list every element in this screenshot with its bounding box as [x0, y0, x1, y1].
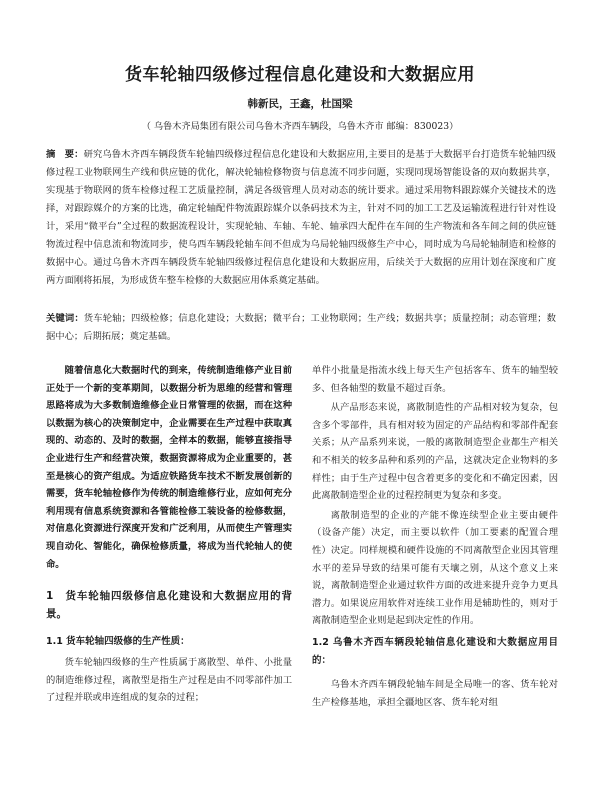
paper-title: 货车轮轴四级修过程信息化建设和大数据应用: [125, 65, 475, 85]
capacity-paragraph: 离散制造型的企业的产能不像连续型企业主要由硬件（设备产能）决定，而主要以软件（加工要素的配置合理性）决定。同样规模和硬件设施的不同离散型企业因其管理水平的差异导致的结果可能有天壤之别，从这个意义上来说，离散制造型企业通过软件方面的改进来提升竞争力更具潜力。如果说应用软件对连续工业作用是辅助性的，则对于离散制造型企业则是起到决定性的作用。: [312, 509, 558, 627]
product-form-paragraph: 从产品形态来说，离散制造性的产品相对较为复杂，包含多个零部件，具有相对较为固定的产品结构和零部件配套关系；从产品系列来说，一般的离散制造型企业都生产相关和不相关的较多品种和系列的产品，这就决定企业物料的多样性；由于生产过程中包含着更多的变化和不确定因素，因此离散制造型企业的过程控制更为复杂和多变。: [312, 402, 558, 502]
keywords-text: 货车轮轴；四级检修；信息化建设；大数据；微平台；工业物联网；生产线；数据共享；质量控制；动态管理；数据中心；后期拓展；奠定基础。: [46, 313, 556, 342]
author-list: 韩新民，王鑫，杜国梁: [247, 98, 353, 110]
abstract-label: 摘 要：: [46, 149, 84, 160]
keywords: [46, 310, 556, 346]
right-column: [312, 362, 558, 711]
section-1-1-text: 货车轮轴四级修的生产性质属于离散型、单件、小批量的制造维修过程，离散型是指生产过程是由不同零部件加工了过程并联或串连组成的复杂的过程；: [46, 657, 292, 704]
continued-paragraph: 单件小批量是指流水线上每天生产包括客车、货车的轴型较多、但各轴型的数量不超过百条。: [312, 365, 558, 394]
left-column: [46, 362, 292, 707]
abstract-text: 研究乌鲁木齐西车辆段货车轮轴四级修过程信息化建设和大数据应用,主要目的是基于大数据平台打造货车轮轴四级修过程工业物联网生产线和供应链的优化，解决轮轴检修物资与信息流不同步问题，实现同现场智能设备的双向数据共享，实现基于物联网的货车检修过程工艺质量控制，满足各级管理人员对动态的统计要求。通过采用物料跟踪媒介关键技术的选择，对跟踪媒介的方案的比选，确定轮轴配件物流跟踪媒介以条码技术为主，针对不同的加工工艺及运输流程进行针对性设计，采用“微平台”全过程的数据流程设计，实现轮轴、车轴、车轮、轴承四大配件在车间的生产物流和各车间之间的供应链物流过程中信息流和物流同步，使乌西车辆段轮轴车间不但成为乌局轮轴四级修生产中心，同时成为乌局轮轴制造和检修的数据中心。通过乌鲁木齐西车辆段货车轮轴四级修过程信息化建设和大数据应用，后续关于大数据的应用计划在深度和广度两方面刚将拓展，为形成货车整车检修的大数据应用体系奠定基础。: [46, 149, 556, 286]
section-1-heading: 1 货车轮轴四级修信息化建设和大数据应用的背景。: [46, 590, 292, 621]
keywords-label: 关键词：: [46, 313, 84, 324]
intro-paragraph: 随着信息化大数据时代的到来，传统制造维修产业目前正处于一个新的变革期间，以数据分析为思维的经营和管理思路将成为大多数制造维修企业日常管理的依据，而在这种以数据为核心的决策制定中，企业需要在生产过程中获取真现的、动态的、及时的数据，全样本的数据，能够直接指导企业进行生产和经营决策，数据资源将成为企业重要的，甚至是核心的资产组成。为适应铁路货车技术不断发展创新的需要，货车轮轴检修作为传统的制造维修行业，应如何充分利用现有信息系统资源和各管能检修工装设备的检修数据，对信息化资源进行深度开发和广泛利用，从而使生产管理实现自动化、智能化，确保检修质量，将成为当代轮轴人的使命。: [46, 365, 292, 570]
section-1-2-text: 乌鲁木齐西车辆段轮轴车间是全局唯一的客、货车轮对生产检修基地，承担全疆地区客、货车轮对组: [312, 678, 558, 708]
affiliation: （ 乌鲁木齐局集团有限公司乌鲁木齐西车辆段，乌鲁木齐市 邮编：830023）: [141, 121, 459, 132]
abstract: [46, 146, 556, 290]
section-1-2-heading: 1.2 乌鲁木齐西车辆段轮轴信息化建设和大数据应用目的：: [312, 636, 558, 666]
section-1-1-heading: 1.1 货车轮轴四级修的生产性质：: [46, 636, 190, 648]
